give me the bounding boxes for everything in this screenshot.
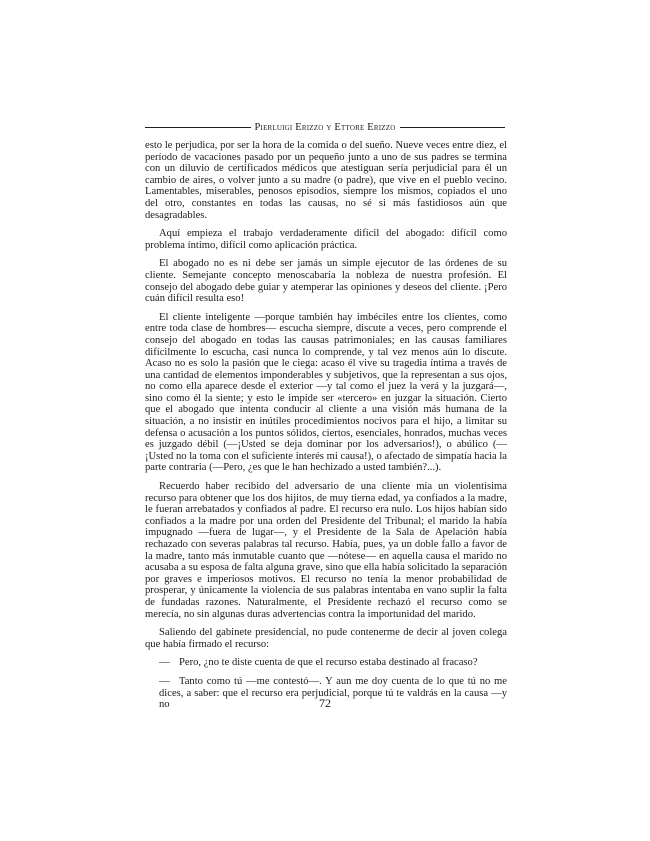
dialogue-line — [145, 657, 507, 669]
page-number: 72 — [319, 696, 331, 710]
header-rule-right — [400, 127, 506, 128]
paragraph: El cliente inteligente —porque también hay imbéciles entre los clientes, como entre toda clase de hombres— escucha siempre, discute a veces, pero comprende el consejo del abogado en todas las causas patrimoniales; en las causas familiares difícilmente lo escucha, casi nunca lo comprende, y tal vez menos aún lo discute. Acaso no es solo la pasión que le ciega: acaso él vive su tragedia íntima a través de una cantidad de elementos imponderables y subjetivos, que la representan a sus ojos, no como ella aparece desde el exterior —y tal como el juez la verá y la juzgará—, sino como él la siente; y esto le impide ser «tercero» en juzgar la situación. Cierto que el abogado que intenta conducir al cliente a una visión más humana de la situación, a no insistir en inútiles procedimientos nocivos para el hijo, a limitar su defensa o acusación a los puntos sólidos, ciertos, esenciales, honrados, muchas veces es juzgado débil (—¡Usted se deja dominar por los adversarios!), o abúlico (—¡Usted no la toma con el suficiente interés mi causa!), o afectado de simpatía hacia la parte contraria (—Pero, ¿es que le han hechizado a usted también?...). — [145, 311, 507, 474]
paragraph: Aquí empieza el trabajo verdaderamente difícil del abogado: difícil como problema íntimo, difícil como aplicación práctica. — [145, 228, 507, 251]
page-body — [145, 140, 507, 718]
paragraph: Saliendo del gabinete presidencial, no pude contenerme de decir al joven colega que había firmado el recurso: — [145, 627, 507, 650]
paragraph-continuation: esto le perjudica, por ser la hora de la comida o del sueño. Nueve veces entre diez, el período de vacaciones pasado por un pequeño junto a uno de sus padres se termina con un diluvio de certificados médicos que atestiguan sería perjudicial para él un cambio de aires, o volver junto a su madre (o padre), que vive en el pueblo vecino. Lamentables, miserables, penosos episodios, siempre los mismos, copiados el uno del otro, constantes en todas las causas, no sé si más fastidiosos aún que desagradables. — [145, 140, 507, 221]
running-header — [145, 120, 505, 134]
dialogue-text: Pero, ¿no te diste cuenta de que el recurso estaba destinado al fracaso? — [179, 657, 478, 669]
running-title: Pierluigi Erizzo y Ettore Erizzo — [254, 121, 396, 133]
dialogue-text: Tanto como tú —me contestó—. Y aun me doy cuenta de lo que tú no me dices, a saber: que el recurso era perjudicial, porque tú te valdrás en la causa —y no — [159, 675, 507, 711]
paragraph: Recuerdo haber recibido del adversario de una cliente mía un violentísima recurso para obtener que los dos hijitos, de muy tierna edad, ya confiados a la madre, le fueran arrebatados y confiados al padre. El recurso era nulo. Los hijos habían sido confiados a la madre por una orden del Presidente del Tribunal; el marido la había impugnado —fuera de lugar—, y el Presidente de la Sala de Apelación había rechazado con severas palabras tal recurso. Había, pues, ya un doble fallo a favor de la madre, tanto más inmutable cuanto que —nótese— en aquella causa el marido no acusaba a su esposa de falta alguna grave, sino que ella había solicitado la separación por graves e imperiosos motivos. El recurso no tenía la menor probabilidad de prosperar, y únicamente la violencia de sus palabras intentaba en vano suplir la falta de fundadas razones. Naturalmente, el Presidente rechazó el recurso como se merecía, no sin algunas duras advertencias contra la importunidad del marido. — [145, 481, 507, 620]
header-rule-left — [145, 127, 251, 128]
paragraph: El abogado no es ni debe ser jamás un simple ejecutor de las órdenes de su cliente. Semejante concepto menoscabaría la nobleza de nuestra profesión. El consejo del abogado debe guiar y atemperar las opiniones y deseos del cliente. ¡Pero cuán difícil resulta eso! — [145, 258, 507, 305]
dialogue-dash: — — [159, 657, 170, 669]
dialogue-dash: — — [159, 675, 170, 687]
